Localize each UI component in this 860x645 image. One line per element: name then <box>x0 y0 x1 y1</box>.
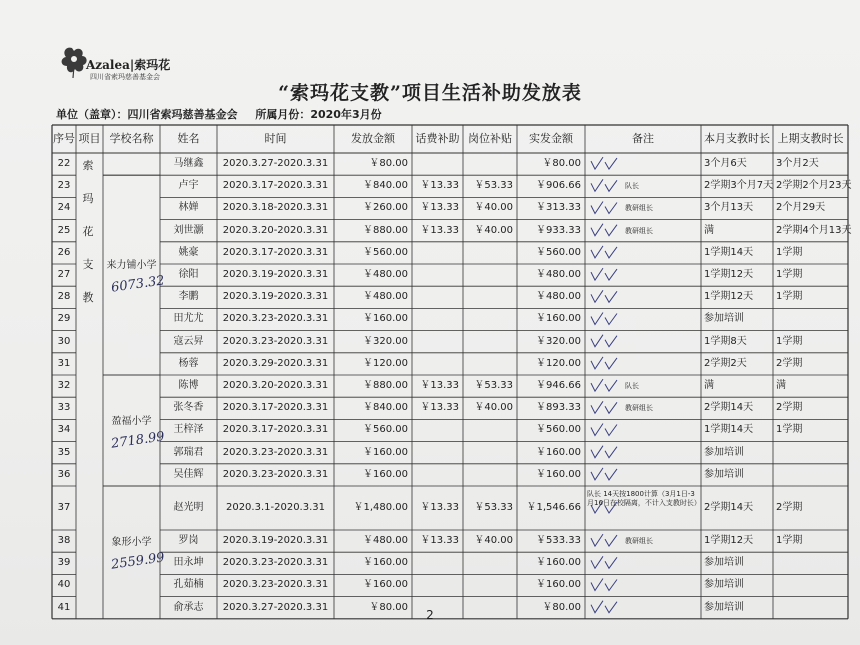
table-cell-note <box>585 442 701 464</box>
table-cell-amount: ￥120.00 <box>363 357 408 369</box>
table-cell-time: 2020.3.27-2020.3.31 <box>222 158 329 169</box>
table-cell-phone <box>412 574 459 596</box>
table-cell-post <box>463 442 513 464</box>
table-cell-no: 41 <box>57 601 71 613</box>
table-cell-name: 吴佳辉 <box>173 468 204 480</box>
table-cell-no: 22 <box>57 158 71 169</box>
table-header: 项目 <box>78 132 101 145</box>
table-cell-phone <box>412 442 459 464</box>
table-cell-name: 郭瑞君 <box>173 446 204 458</box>
table-cell-phone: ￥13.33 <box>420 180 459 192</box>
table-cell-phone <box>412 308 459 330</box>
table-cell-note: 队长 <box>625 382 639 390</box>
table-cell-name: 王梓泽 <box>173 424 204 436</box>
table-cell-time: 2020.3.19-2020.3.31 <box>222 535 329 546</box>
table-cell-last_m <box>776 464 848 486</box>
table-header: 话费补助 <box>415 132 460 145</box>
school-name: 盈福小学 <box>111 415 152 427</box>
table-cell-this_m: 参加培训 <box>704 557 744 569</box>
table-cell-no: 31 <box>57 357 71 369</box>
table-cell-last_m: 2学期 <box>776 402 803 414</box>
table-cell-this_m: 2学期3个月7天 <box>704 180 774 192</box>
table-cell-note <box>585 353 701 375</box>
table-cell-name: 马继鑫 <box>173 158 204 169</box>
table-cell-time: 2020.3.19-2020.3.31 <box>222 269 329 280</box>
table-cell-no: 36 <box>57 468 71 480</box>
table-cell-name: 刘世灏 <box>173 224 204 236</box>
table-cell-paid: ￥560.00 <box>536 246 581 258</box>
table-cell-post <box>463 353 513 375</box>
table-cell-amount: ￥560.00 <box>363 246 408 258</box>
table-cell-note <box>585 574 701 596</box>
table-cell-time: 2020.3.17-2020.3.31 <box>222 180 329 192</box>
table-cell-last_m <box>776 552 848 574</box>
table-cell-amount: ￥1,480.00 <box>353 502 408 513</box>
table-cell-post: ￥40.00 <box>474 535 513 546</box>
table-cell-post <box>463 574 513 596</box>
table-cell-post <box>463 464 513 486</box>
table-cell-this_m: 1学期8天 <box>704 335 747 347</box>
table-cell-paid: ￥560.00 <box>536 424 581 436</box>
table-cell-post <box>463 264 513 286</box>
table-cell-no: 29 <box>57 313 71 325</box>
table-cell-name: 罗岗 <box>178 535 199 546</box>
table-cell-amount: ￥160.00 <box>363 446 408 458</box>
table-cell-phone <box>412 464 459 486</box>
project-char: 花 <box>82 225 94 238</box>
table-header: 学校名称 <box>109 132 154 145</box>
table-cell-note: 教研组长 <box>625 537 653 545</box>
table-cell-amount: ￥160.00 <box>363 579 408 591</box>
table-cell-post: ￥53.33 <box>474 380 513 391</box>
table-cell-post <box>463 331 513 353</box>
handwritten-total: 6073.32 <box>110 273 166 296</box>
table-cell-name: 徐阳 <box>178 269 199 280</box>
project-char: 索 <box>82 159 94 172</box>
table-cell-phone: ￥13.33 <box>420 535 459 546</box>
table-cell-name: 张冬香 <box>173 402 204 414</box>
table-cell-paid: ￥160.00 <box>536 446 581 458</box>
table-cell-note <box>585 331 701 353</box>
table-cell-amount: ￥880.00 <box>363 224 408 236</box>
table-cell-last_m: 1学期 <box>776 335 803 347</box>
table-cell-note <box>585 153 701 175</box>
table-cell-amount: ￥320.00 <box>363 335 408 347</box>
table-header: 实发金额 <box>529 132 573 145</box>
table-header: 上期支教时长 <box>777 132 844 145</box>
table-cell-phone <box>412 552 459 574</box>
table-cell-paid: ￥80.00 <box>542 158 581 169</box>
table-cell-no: 27 <box>57 269 71 280</box>
table-cell-time: 2020.3.1-2020.3.31 <box>225 502 326 513</box>
table-cell-post <box>463 153 513 175</box>
table-cell-time: 2020.3.23-2020.3.31 <box>222 557 329 569</box>
table-cell-amount: ￥160.00 <box>363 468 408 480</box>
table-cell-amount: ￥560.00 <box>363 424 408 436</box>
table-cell-no: 39 <box>57 557 71 569</box>
table-cell-time: 2020.3.17-2020.3.31 <box>222 402 329 414</box>
table-cell-this_m: 1学期12天 <box>704 291 754 303</box>
table-cell-amount: ￥480.00 <box>363 269 408 280</box>
table-cell-last_m: 2学期 <box>776 357 803 369</box>
table-cell-this_m: 3个月6天 <box>704 158 747 169</box>
month-label: 所属月份：2020年3月份 <box>255 108 382 121</box>
table-cell-time: 2020.3.20-2020.3.31 <box>222 380 329 391</box>
table-cell-amount: ￥880.00 <box>363 380 408 391</box>
table-cell-last_m: 1学期 <box>776 269 803 280</box>
table-cell-amount: ￥80.00 <box>369 158 408 169</box>
table-cell-this_m: 满 <box>704 380 714 391</box>
table-cell-paid: ￥533.33 <box>536 535 581 546</box>
table-cell-this_m: 2学期2天 <box>704 357 747 369</box>
school-name: 来力铺小学 <box>106 260 157 272</box>
handwritten-total: 2559.99 <box>110 550 166 574</box>
table-cell-last_m: 1学期 <box>776 424 803 436</box>
table-cell-last_m <box>776 308 848 330</box>
table-cell-note: 教研组长 <box>625 404 653 413</box>
table-cell-name: 林婵 <box>178 202 199 214</box>
table-cell-name: 田尤尤 <box>173 313 204 325</box>
table-cell-no: 34 <box>57 424 71 436</box>
table-cell-time: 2020.3.27-2020.3.31 <box>222 601 329 613</box>
table-header: 时间 <box>264 132 287 145</box>
table-cell-this_m: 2学期14天 <box>704 502 754 513</box>
table-header: 备注 <box>632 132 654 145</box>
table-cell-this_m: 参加培训 <box>704 601 744 613</box>
table-cell-time: 2020.3.23-2020.3.31 <box>222 335 329 347</box>
table-cell-paid: ￥160.00 <box>536 579 581 591</box>
table-cell-no: 40 <box>57 579 71 591</box>
table-cell-no: 28 <box>57 291 71 303</box>
table-cell-name: 寇云昇 <box>173 335 204 347</box>
table-cell-paid: ￥80.00 <box>542 601 581 613</box>
table-cell-amount: ￥840.00 <box>363 402 408 414</box>
table-cell-paid: ￥313.33 <box>536 202 581 214</box>
table-cell-paid: ￥120.00 <box>536 357 581 369</box>
document-title: “索玛花支教”项目生活补助发放表 <box>278 82 582 104</box>
table-cell-this_m: 参加培训 <box>704 313 744 325</box>
table-cell-post <box>463 419 513 441</box>
unit-label: 单位（盖章）：四川省索玛慈善基金会 <box>56 108 238 121</box>
table-cell-paid: ￥946.66 <box>536 380 581 391</box>
table-cell-post <box>463 552 513 574</box>
table-cell-note: 队长 14天按1800计算（3月1日-3月16日在校隔离，不计入支教时长） <box>587 490 701 507</box>
table-cell-this_m: 1学期12天 <box>704 535 754 546</box>
table-cell-post: ￥40.00 <box>474 402 513 414</box>
table-cell-name: 杨蓉 <box>178 357 199 369</box>
table-cell-note: 教研组长 <box>625 204 653 213</box>
table-cell-post: ￥53.33 <box>474 180 513 192</box>
table-header: 本月支教时长 <box>704 132 770 145</box>
table-cell-time: 2020.3.23-2020.3.31 <box>222 446 329 458</box>
table-cell-no: 35 <box>57 446 71 458</box>
table-cell-post <box>463 286 513 308</box>
table-cell-paid: ￥160.00 <box>536 557 581 569</box>
table-cell-amount: ￥80.00 <box>369 601 408 613</box>
table-cell-phone: ￥13.33 <box>420 380 459 391</box>
table-cell-time: 2020.3.23-2020.3.31 <box>222 313 329 325</box>
table-cell-name: 孔茹楠 <box>173 579 204 591</box>
project-char: 玛 <box>82 192 94 205</box>
school-name: 象形小学 <box>111 537 152 549</box>
table-cell-this_m: 1学期14天 <box>704 424 754 436</box>
table-cell-amount: ￥160.00 <box>363 557 408 569</box>
table-cell-this_m: 满 <box>704 224 714 236</box>
table-cell-note <box>585 264 701 286</box>
table-cell-this_m: 参加培训 <box>704 446 744 458</box>
table-cell-last_m: 1学期 <box>776 246 803 258</box>
table-cell-amount: ￥480.00 <box>363 291 408 303</box>
table-cell-phone: ￥13.33 <box>420 224 459 236</box>
table-cell-phone: ￥13.33 <box>420 202 459 214</box>
table-cell-no: 23 <box>57 180 71 192</box>
table-cell-time: 2020.3.19-2020.3.31 <box>222 291 329 303</box>
table-cell-phone <box>412 242 459 264</box>
table-cell-post: ￥40.00 <box>474 202 513 214</box>
table-cell-paid: ￥893.33 <box>536 402 581 414</box>
table-cell-note: 教研组长 <box>625 226 653 235</box>
table-cell-phone: ￥13.33 <box>420 402 459 414</box>
table-cell-time: 2020.3.20-2020.3.31 <box>222 224 329 236</box>
table-cell-post <box>463 308 513 330</box>
table-header: 姓名 <box>177 132 200 145</box>
project-char: 支 <box>82 258 94 271</box>
table-cell-this_m: 3个月13天 <box>704 202 754 214</box>
table-cell-name: 赵光明 <box>173 502 204 513</box>
table-cell-time: 2020.3.29-2020.3.31 <box>222 357 329 369</box>
table-cell-last_m: 2个月29天 <box>776 202 826 214</box>
table-cell-last_m: 2学期4个月13天 <box>776 224 852 236</box>
table-cell-time: 2020.3.18-2020.3.31 <box>222 202 329 214</box>
table-cell-this_m: 2学期14天 <box>704 402 754 414</box>
table-cell-time: 2020.3.23-2020.3.31 <box>222 579 329 591</box>
table-cell-name: 俞承志 <box>173 601 204 613</box>
table-cell-no: 26 <box>57 246 71 258</box>
table-cell-this_m: 1学期14天 <box>704 246 754 258</box>
table-cell-this_m: 1学期12天 <box>704 269 754 280</box>
table-cell-last_m: 1学期 <box>776 291 803 303</box>
table-cell-last_m <box>776 442 848 464</box>
table-cell-last_m: 2学期2个月23天 <box>776 180 852 192</box>
table-cell-note <box>585 419 701 441</box>
table-cell-post: ￥53.33 <box>474 502 513 513</box>
table-cell-phone <box>412 353 459 375</box>
table-cell-paid: ￥160.00 <box>536 313 581 325</box>
table-cell-no: 38 <box>57 535 71 546</box>
table-cell-phone <box>412 264 459 286</box>
table-cell-phone: ￥13.33 <box>420 502 459 513</box>
table-cell-name: 姚豪 <box>178 246 199 258</box>
table-cell-last_m <box>776 574 848 596</box>
table-cell-amount: ￥840.00 <box>363 180 408 192</box>
table-cell-paid: ￥1,546.66 <box>526 502 581 513</box>
table-cell-amount: ￥480.00 <box>363 535 408 546</box>
table-header: 序号 <box>53 132 75 145</box>
table-cell-paid: ￥480.00 <box>536 269 581 280</box>
project-char: 教 <box>82 291 94 304</box>
table-cell-note <box>585 286 701 308</box>
table-cell-phone <box>412 286 459 308</box>
table-cell-paid: ￥933.33 <box>536 224 581 236</box>
table-cell-time: 2020.3.23-2020.3.31 <box>222 468 329 480</box>
logo-subtitle: 四川省索玛慈善基金会 <box>90 73 160 81</box>
table-cell-amount: ￥260.00 <box>363 202 408 214</box>
table-cell-note <box>585 464 701 486</box>
table-cell-name: 陈博 <box>178 380 199 391</box>
table-cell-paid: ￥320.00 <box>536 335 581 347</box>
table-cell-post <box>463 242 513 264</box>
logo-brand: Azalea|索玛花 <box>86 58 171 72</box>
table-cell-no: 25 <box>57 224 71 236</box>
table-cell-this_m: 参加培训 <box>704 579 744 591</box>
table-cell-note <box>585 308 701 330</box>
table-cell-note: 队长 <box>625 182 639 191</box>
table-cell-time: 2020.3.17-2020.3.31 <box>222 424 329 436</box>
table-cell-no: 37 <box>57 502 71 513</box>
table-cell-post: ￥40.00 <box>474 224 513 236</box>
table-header: 发放金额 <box>351 132 395 145</box>
table-cell-name: 李鹏 <box>178 291 199 303</box>
table-cell-last_m: 3个月2天 <box>776 158 819 169</box>
table-cell-last_m: 2学期 <box>776 502 803 513</box>
table-cell-time: 2020.3.17-2020.3.31 <box>222 246 329 258</box>
table-cell-amount: ￥160.00 <box>363 313 408 325</box>
page-number: 2 <box>426 608 434 622</box>
table-cell-phone <box>412 331 459 353</box>
table-cell-no: 33 <box>57 402 71 414</box>
table-cell-paid: ￥906.66 <box>536 180 581 192</box>
table-cell-paid: ￥160.00 <box>536 468 581 480</box>
table-cell-last_m: 满 <box>776 380 786 391</box>
table-cell-this_m: 参加培训 <box>704 468 744 480</box>
table-cell-phone <box>412 153 459 175</box>
table-cell-no: 32 <box>57 380 71 391</box>
table-cell-note <box>585 242 701 264</box>
table-cell-name: 卢宇 <box>178 180 199 192</box>
table-header: 岗位补贴 <box>468 132 512 145</box>
table-cell-paid: ￥480.00 <box>536 291 581 303</box>
table-cell-no: 30 <box>57 335 71 347</box>
table-cell-name: 田永坤 <box>173 557 204 569</box>
table-cell-phone <box>412 419 459 441</box>
table-cell-last_m: 1学期 <box>776 535 803 546</box>
table-cell-no: 24 <box>57 202 71 214</box>
handwritten-total: 2718.99 <box>110 428 166 452</box>
table-cell-note <box>585 552 701 574</box>
